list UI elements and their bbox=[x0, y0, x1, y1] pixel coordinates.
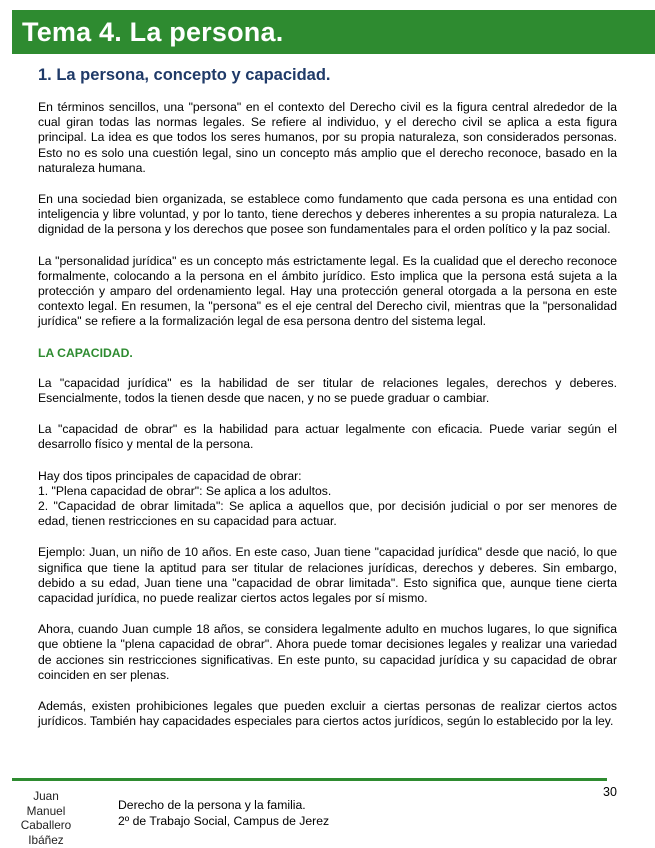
paragraph-sociedad: En una sociedad bien organizada, se establece como fundamento que cada persona es una entidad con inteligencia y libre voluntad, y por lo tanto, tiene derechos y deberes inherentes a su propia naturaleza. La dignidad de la persona y los derechos que posee son fundamentales para el orden político y la paz social. bbox=[38, 192, 617, 237]
course-title: Derecho de la persona y la familia. bbox=[118, 798, 306, 812]
section-title: 1. La persona, concepto y capacidad. bbox=[38, 66, 331, 84]
footer-divider bbox=[12, 778, 607, 781]
paragraph-persona-definition: En términos sencillos, una "persona" en el contexto del Derecho civil es la figura central alrededor de la cual giran todas las normas legales. Se refiere al individuo, y el derecho civil se aplica a esta figura principal. La idea es que todos los seres humanos, por su propia naturaleza, son considerados personas. Esto no es solo una cuestión legal, sino un concepto más amplio que el derecho reconoce, basado en la naturaleza humana. bbox=[38, 100, 617, 175]
paragraph-prohibiciones: Además, existen prohibiciones legales que pueden excluir a ciertas personas de realizar ciertos actos jurídicos. También hay capacidades especiales para ciertos actos jurídicos, según lo establecido por la ley. bbox=[38, 699, 617, 729]
course-campus: 2º de Trabajo Social, Campus de Jerez bbox=[118, 814, 330, 828]
paragraph-capacidad-obrar: La "capacidad de obrar" es la habilidad para actuar legalmente con eficacia. Puede variar según el desarrollo físico y mental de la persona. bbox=[38, 422, 617, 452]
page-title: Tema 4. La persona. bbox=[22, 17, 284, 47]
paragraph-capacidad-juridica: La "capacidad jurídica" es la habilidad de ser titular de relaciones legales, derechos y deberes. Esencialmente, todos la tienen desde que nacen, y no se puede graduar o cambiar. bbox=[38, 375, 617, 406]
course-info bbox=[118, 797, 329, 829]
capacity-types-list bbox=[38, 469, 617, 530]
list-intro: Hay dos tipos principales de capacidad de obrar: bbox=[38, 468, 302, 483]
author-line: Caballero bbox=[20, 818, 72, 832]
list-item: 2. "Capacidad de obrar limitada": Se aplica a aquellos que, por decisión judicial o por ser menores de edad, tienen restricciones en su capacidad para actuar. bbox=[38, 499, 617, 529]
author-line: Juan Manuel bbox=[26, 789, 66, 818]
document-body bbox=[38, 100, 617, 746]
paragraph-ejemplo: Ejemplo: Juan, un niño de 10 años. En este caso, Juan tiene "capacidad jurídica" desde que nació, lo que significa que tiene la aptitud para ser titular de relaciones jurídicas, derechos y deberes. Sin embargo, debido a su edad, Juan tiene una "capacidad de obrar limitada". Esto significa que, aunque tiene cierta capacidad jurídica, no puede realizar ciertos actos legales por sí mismo. bbox=[38, 545, 617, 606]
subheading-capacidad: LA CAPACIDAD. bbox=[38, 345, 133, 360]
author-line: Ibáñez bbox=[28, 832, 64, 847]
paragraph-personalidad-juridica: La "personalidad jurídica" es un concepto más estrictamente legal. Es la cualidad que el derecho reconoce formalmente, colocando a la persona en el ámbito jurídico. Esto implica que la persona está sujeta a la protección y amparo del ordenamiento legal. Hay una protección general otorgada a la persona en este contexto legal. En resumen, la "persona" es el eje central del Derecho civil, mientras que la "personalidad jurídica" se refiere a la formalización legal de esa persona dentro del sistema legal. bbox=[38, 253, 617, 329]
page-number: 30 bbox=[603, 785, 617, 799]
paragraph-mayoria-edad: Ahora, cuando Juan cumple 18 años, se considera legalmente adulto en muchos lugares, lo que significa que obtiene la "plena capacidad de obrar". Ahora puede tomar decisiones legales y realizar una variedad de acciones sin restricciones significativas. En este punto, su capacidad jurídica y su capacidad de obrar coinciden en ser plenas. bbox=[38, 622, 617, 682]
list-item: 1. "Plena capacidad de obrar": Se aplica a los adultos. bbox=[38, 483, 332, 498]
author-name bbox=[16, 789, 76, 847]
